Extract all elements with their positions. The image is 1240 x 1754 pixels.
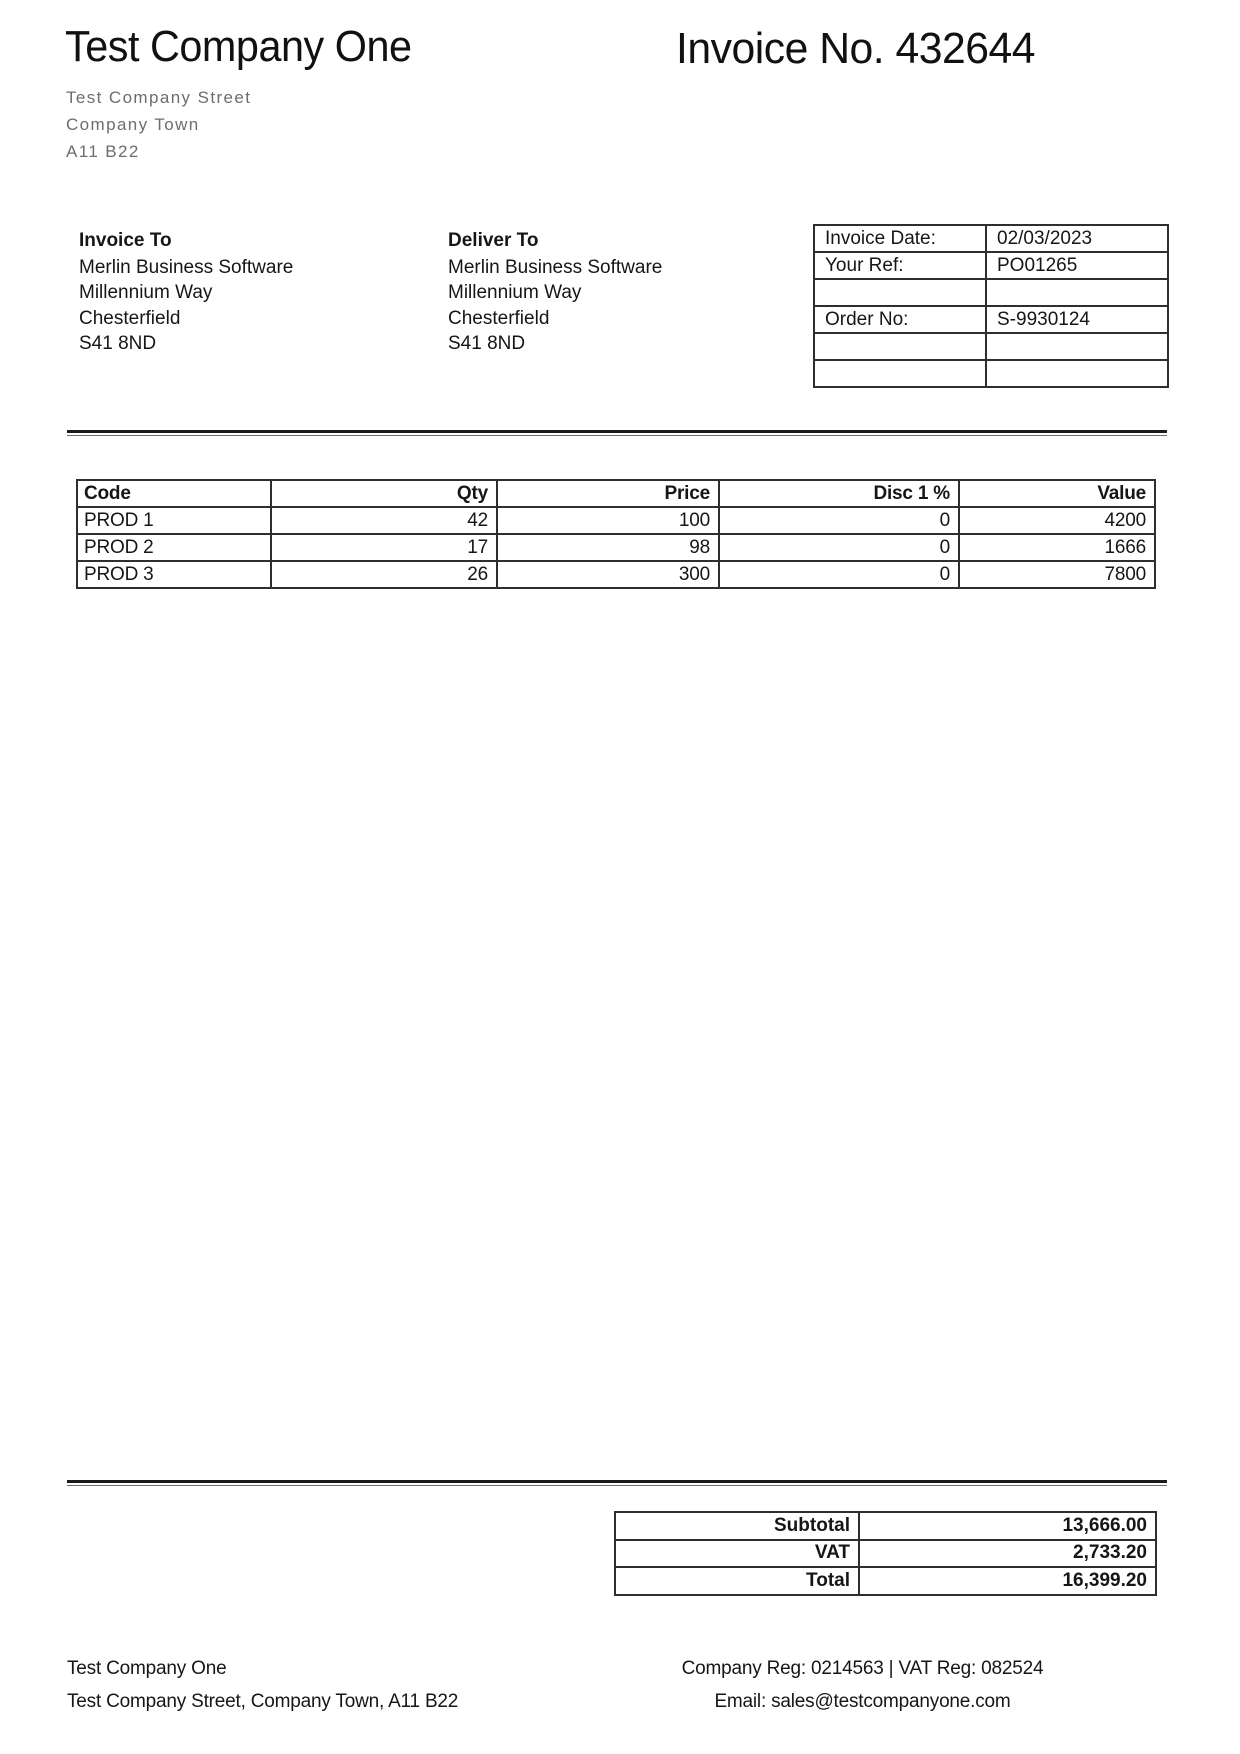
invoice-to-label: Invoice To — [79, 230, 172, 251]
item-qty: 26 — [271, 561, 497, 588]
item-value: 4200 — [959, 507, 1155, 534]
meta-value — [986, 279, 1168, 306]
totals-row — [615, 1512, 1156, 1540]
total-value: 16,399.20 — [859, 1567, 1156, 1595]
meta-value: PO01265 — [986, 252, 1168, 279]
item-value: 1666 — [959, 534, 1155, 561]
deliver-to-section — [448, 228, 662, 357]
footer-company-address: Test Company Street, Company Town, A11 B22 — [67, 1691, 459, 1712]
invoice-to-line: Chesterfield — [79, 307, 181, 329]
invoice-to-line: Merlin Business Software — [79, 256, 294, 278]
company-address-line: Test Company Street — [66, 88, 252, 107]
item-row — [77, 561, 1155, 588]
meta-label: Your Ref: — [814, 252, 986, 279]
deliver-to-line: Millennium Way — [448, 282, 582, 303]
meta-value — [986, 333, 1168, 360]
meta-label: Order No: — [814, 306, 986, 333]
item-code: PROD 2 — [77, 534, 271, 561]
total-label: Total — [615, 1567, 859, 1595]
meta-row — [814, 225, 1168, 252]
totals-table — [614, 1511, 1157, 1596]
item-value: 7800 — [959, 561, 1155, 588]
meta-label — [814, 360, 986, 387]
item-code: PROD 1 — [77, 507, 271, 534]
company-address — [66, 84, 251, 165]
vat-label: VAT — [615, 1540, 859, 1568]
vat-value: 2,733.20 — [859, 1540, 1156, 1568]
meta-row — [814, 252, 1168, 279]
item-price: 300 — [497, 561, 719, 588]
deliver-to-label: Deliver To — [448, 230, 539, 251]
subtotal-value: 13,666.00 — [859, 1512, 1156, 1540]
meta-row — [814, 306, 1168, 333]
totals-row — [615, 1567, 1156, 1595]
company-address-line: Company Town — [66, 115, 200, 134]
meta-value — [986, 360, 1168, 387]
invoice-number-title: Invoice No. 432644 — [676, 24, 1036, 73]
col-header-qty: Qty — [271, 480, 497, 507]
col-header-value: Value — [959, 480, 1155, 507]
invoice-to-line: Millennium Way — [79, 282, 213, 303]
company-address-line: A11 B22 — [66, 142, 140, 161]
invoice-to-line: S41 8ND — [79, 333, 157, 354]
deliver-to-line: S41 8ND — [448, 333, 526, 354]
company-name: Test Company One — [65, 22, 412, 71]
deliver-to-line: Merlin Business Software — [448, 256, 663, 278]
item-code: PROD 3 — [77, 561, 271, 588]
meta-value: 02/03/2023 — [986, 225, 1168, 252]
meta-label — [814, 279, 986, 306]
footer-registration-block — [555, 1652, 1170, 1718]
deliver-to-line: Chesterfield — [448, 307, 550, 329]
col-header-code: Code — [77, 480, 271, 507]
item-qty: 42 — [271, 507, 497, 534]
divider-rule-top — [67, 430, 1167, 436]
items-header-row — [77, 480, 1155, 507]
footer-company-name: Test Company One — [67, 1658, 227, 1679]
item-disc: 0 — [719, 507, 959, 534]
meta-row — [814, 333, 1168, 360]
divider-rule-bottom — [67, 1480, 1167, 1486]
meta-label — [814, 333, 986, 360]
item-price: 98 — [497, 534, 719, 561]
item-disc: 0 — [719, 561, 959, 588]
item-row — [77, 507, 1155, 534]
footer-company-reg: Company Reg: 0214563 | VAT Reg: 082524 — [681, 1658, 1044, 1679]
invoice-meta-table — [813, 224, 1169, 388]
item-qty: 17 — [271, 534, 497, 561]
item-disc: 0 — [719, 534, 959, 561]
meta-row — [814, 360, 1168, 387]
meta-value: S-9930124 — [986, 306, 1168, 333]
meta-label: Invoice Date: — [814, 225, 986, 252]
footer-company-block — [67, 1652, 458, 1718]
col-header-disc: Disc 1 % — [719, 480, 959, 507]
footer-email: Email: sales@testcompanyone.com — [714, 1691, 1011, 1712]
totals-row — [615, 1540, 1156, 1568]
invoice-to-section — [79, 228, 293, 357]
item-row — [77, 534, 1155, 561]
col-header-price: Price — [497, 480, 719, 507]
subtotal-label: Subtotal — [615, 1512, 859, 1540]
item-price: 100 — [497, 507, 719, 534]
line-items-table — [76, 479, 1156, 589]
meta-row — [814, 279, 1168, 306]
